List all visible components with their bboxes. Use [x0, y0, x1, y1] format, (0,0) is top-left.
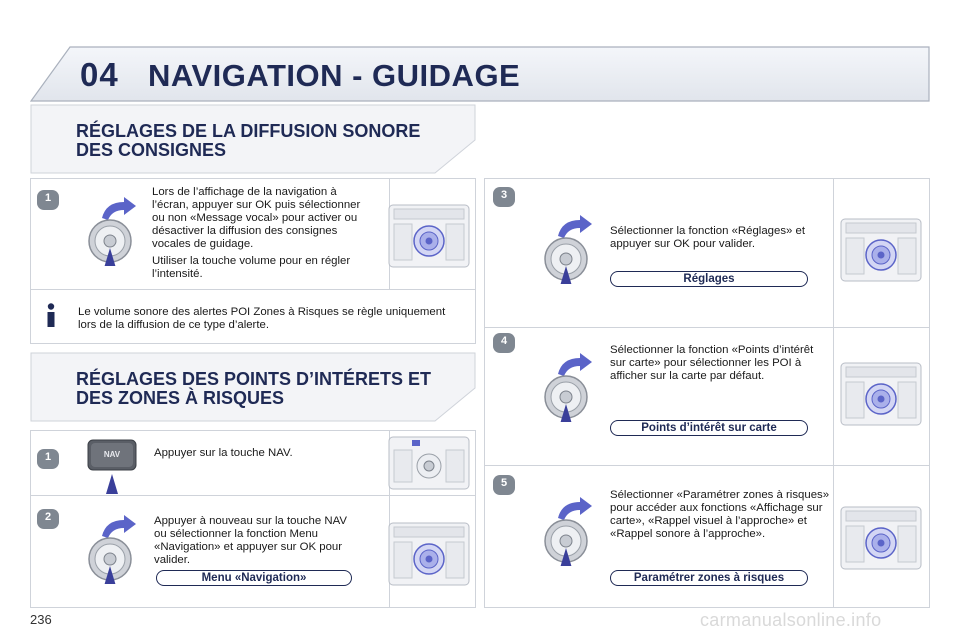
step-text: Sélectionner «Paramétrer zones à risques» pour accéder aux fonctions «Affichage sur carte», «Rappel visuel à l’approche» et «Rappel sonore à l’approche».	[610, 489, 830, 540]
knob-ok-icon	[528, 214, 598, 284]
step-paragraph: Utiliser la touche volume pour en régler l’intensité.	[152, 255, 351, 280]
watermark: carmanualsonline.info	[700, 610, 882, 630]
menu-poi-pill: Points d’intérêt sur carte	[610, 420, 808, 436]
info-icon	[40, 302, 62, 328]
section-title-line2: DES ZONES À RISQUES	[76, 388, 285, 408]
chapter-header	[30, 46, 930, 102]
knob-ok-icon	[528, 352, 598, 422]
menu-reglages-pill: Réglages	[610, 271, 808, 287]
knob-ok-icon	[72, 514, 142, 584]
knob-ok-icon	[528, 496, 598, 566]
step-text: Appuyer sur la touche NAV.	[154, 447, 293, 459]
nav-key-icon	[86, 436, 140, 494]
section-title-line1: RÉGLAGES DES POINTS D’INTÉRETS ET	[76, 369, 432, 389]
radio-unit-thumbnail	[388, 436, 470, 490]
section-banner-poi	[30, 352, 476, 422]
step-text: Sélectionner la fonction «Points d’intérêt sur carte» pour sélectionner les POI à afficher sur la carte par défaut.	[610, 344, 814, 382]
page-number: 236	[30, 612, 52, 627]
knob-ok-icon	[72, 196, 142, 266]
step-badge: 4	[492, 332, 516, 354]
menu-navigation-pill: Menu «Navigation»	[156, 570, 352, 586]
step-text	[152, 186, 374, 281]
radio-unit-thumbnail	[388, 204, 470, 268]
step-paragraph: Lors de l’affichage de la navigation à l’écran, appuyer sur OK puis sélectionner ou non «Message vocal» pour activer ou désactiver la diffusion des consignes vocales de guidage.	[152, 186, 361, 250]
step-text: Appuyer à nouveau sur la touche NAV ou sélectionner la fonction Menu «Navigation» et appuyer sur OK pour valider.	[154, 515, 347, 566]
section-title-line2: DES CONSIGNES	[76, 140, 227, 160]
step-badge: 3	[492, 186, 516, 208]
nav-key-label: NAV	[103, 450, 121, 459]
step-text: Sélectionner la fonction «Réglages» et appuyer sur OK pour valider.	[610, 225, 806, 250]
radio-unit-thumbnail	[388, 522, 470, 586]
step-badge: 1	[36, 189, 60, 211]
section-title-line1: RÉGLAGES DE LA DIFFUSION SONORE	[76, 121, 421, 141]
info-text: Le volume sonore des alertes POI Zones à Risques se règle uniquement lors de la diffusion de ce type d’alerte.	[78, 306, 446, 331]
menu-risk-zones-pill: Paramétrer zones à risques	[610, 570, 808, 586]
section-banner-sound	[30, 104, 476, 174]
step-badge: 2	[36, 508, 60, 530]
chapter-title: NAVIGATION - GUIDAGE	[148, 58, 521, 93]
radio-unit-thumbnail	[840, 506, 922, 570]
step-badge: 5	[492, 474, 516, 496]
radio-unit-thumbnail	[840, 218, 922, 282]
step-badge: 1	[36, 448, 60, 470]
radio-unit-thumbnail	[840, 362, 922, 426]
chapter-number: 04	[80, 56, 119, 93]
